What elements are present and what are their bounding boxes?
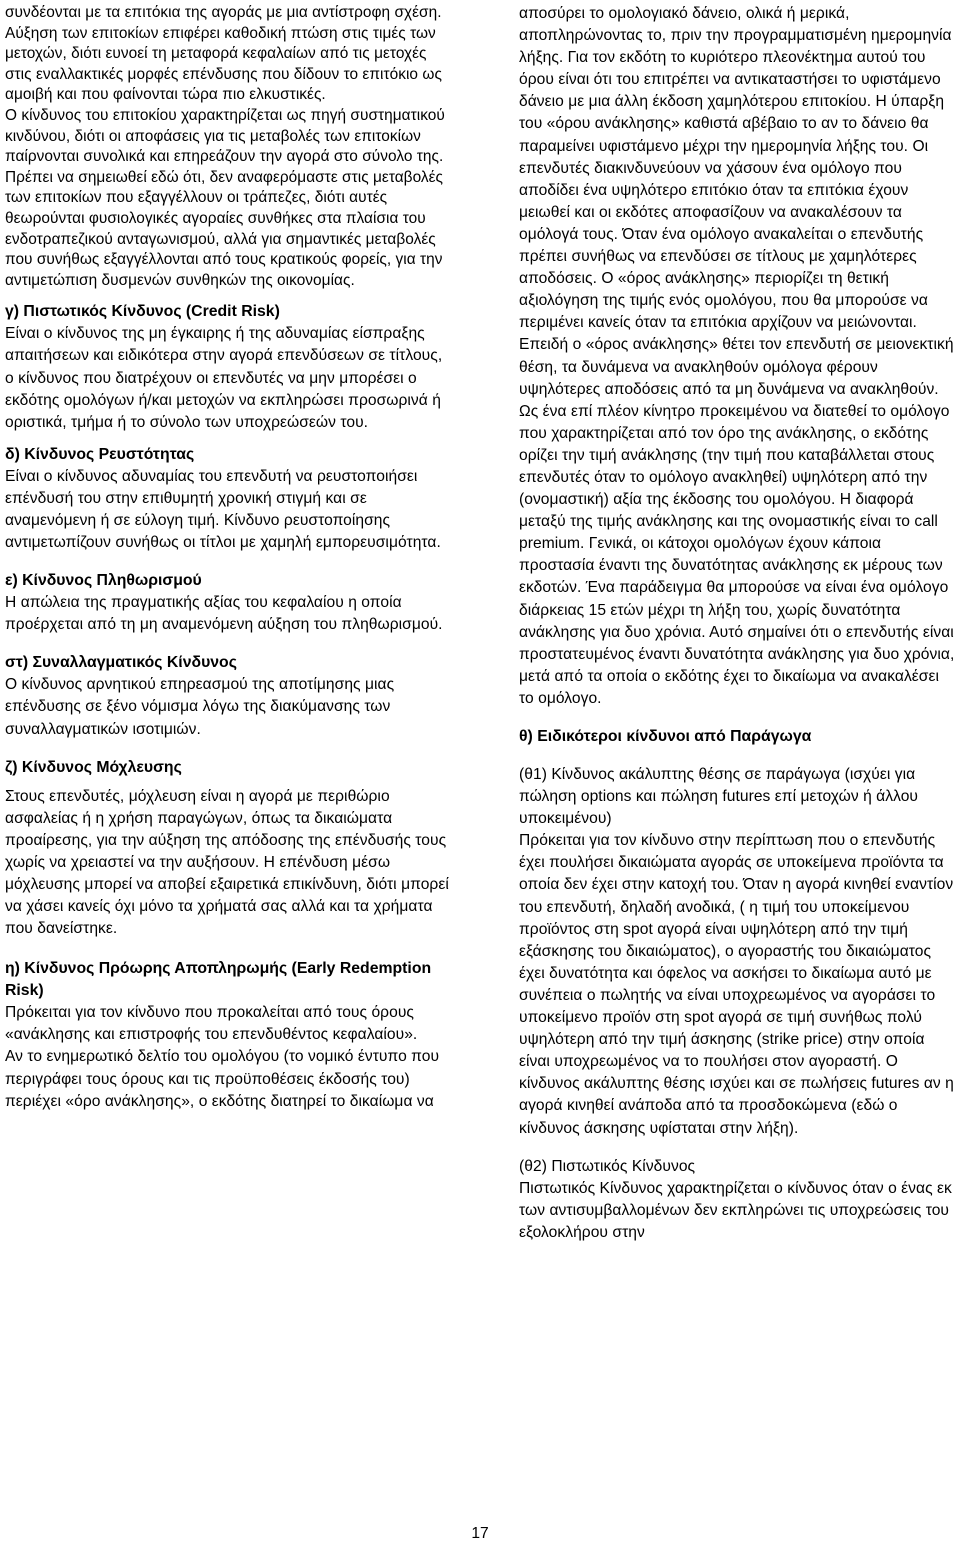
early-redemption-heading: η) Κίνδυνος Πρόωρης Αποπληρωμής (Early Redemption Risk) xyxy=(5,960,432,1000)
left-column xyxy=(5,3,451,1113)
uncovered-position-body: Πρόκειται για τον κίνδυνο στην περίπτωση που ο επενδυτής έχει πουλήσει δικαιώματα αγοράς σε υποκείμενα προϊόντα τα οποία δεν έχει στην κατοχή του. Όταν η αγορά κινηθεί εναντίον του επενδυτή, δηλαδή ανοδικά, ( η τιμή του υποκείμενου προϊόντος στη spot αγορά είναι υψηλότερη από την τιμή εξάσκησης του δικαιώματος), ο αγοραστής του δικαιώματος έχει δυνατότητα και όφελος να ασκήσει το δικαίωμα αυτό με συνέπεια ο πωλητής να είναι υποχρεωμένος να αγοράσει το υποκείμενο προϊόν στη spot αγορά σε τιμή συνήθως πολύ υψηλότερη από την τιμή άσκησης (strike price) στην οποία είναι υποχρεωμένος να το πουλήσει στον αγοραστή. Ο κίνδυνος ακάλυπτης θέσης ισχύει και σε πωλήσεις futures αν η αγορά κινηθεί ανάποδα από τα προσδοκώμενα (εδώ ο κίνδυνος άσκησης υφίσταται στην λήξη). xyxy=(519,832,954,1137)
spacer xyxy=(519,710,955,726)
fx-risk-heading: στ) Συναλλαγματικός Κίνδυνος xyxy=(5,654,237,672)
fx-risk-body: Ο κίνδυνος αρνητικού επηρεασμού της αποτίμησης μιας επένδυσης σε ξένο νόμισμα λόγω της διακύμανσης των συναλλαγματικών ισοτιμιών. xyxy=(5,676,395,738)
spacer xyxy=(519,1140,955,1156)
inflation-risk-body: Η απώλεια της πραγματικής αξίας του κεφαλαίου η οποία προέρχεται από τη μη αναμενόμενη αύξηση του πληθωρισμού. xyxy=(5,594,443,634)
spacer xyxy=(519,748,955,764)
liquidity-risk-heading: δ) Κίνδυνος Ρευστότητας xyxy=(5,445,195,463)
uncovered-position-title: (θ1) Κίνδυνος ακάλυπτης θέσης σε παράγωγα (ισχύει για πώληση options και πώληση futures επί μετοχών ή άλλου υποκειμένου) xyxy=(519,766,919,828)
spacer xyxy=(5,741,451,757)
spacer xyxy=(5,434,451,444)
early-redemption-body-1: Πρόκειται για τον κίνδυνο που προκαλείται από τους όρους «ανάκλησης και επιστροφής του επενδυθέντος κεφαλαίου». xyxy=(5,1004,418,1044)
call-premium-paragraph: Επειδή ο «όρος ανάκλησης» θέτει τον επενδυτή σε μειονεκτική θέση, τα δυνάμενα να ανακληθούν ομόλογα φέρουν υψηλότερες αποδόσεις από τα μη δυνάμενα να ανακληθούν. Ως ένα επί πλέον κίνητρο προκειμένου να διατεθεί το ομόλογο που χαρακτηρίζεται από τον όρο της ανάκλησης, ο εκδότης ορίζει την τιμή ανάκλησης (την τιμή που καταβάλλεται στους επενδυτές όταν το ομόλογο ανακληθεί) υψηλότερη από την (ονομαστική) αξία της έκδοσης του ομολόγου. Η διαφορά μεταξύ της τιμής ανάκλησης και της ονομαστικής είναι το call premium. Γενικά, οι κάτοχοι ομολόγων έχουν κάποια προστασία έναντι της δυνατότητας ανάκλησης εκ μέρους των εκδοτών. Ένα παράδειγμα θα μπορούσε να είναι ένα ομόλογο διάρκειας 15 ετών μέχρι τη λήξη του, χωρίς δυνατότητα ανάκλησης για δυο χρόνια. Αυτό σημαίνει ότι ο επενδυτής είναι προστατευμένος έναντι δυνατότητα ανάκλησης για δυο χρόνια, μετά από τα οποία ο εκδότης έχει το δικαίωμα να ανακαλέσει το ομόλογο. xyxy=(519,336,955,707)
credit-risk-body: Είναι ο κίνδυνος της μη έγκαιρης ή της αδυναμίας είσπραξης απαιτήσεων και ειδικότερα στην αγορά επενδύσεων σε τίτλους, ο κίνδυνος που διατρέχουν οι επενδυτές να μην μπορέσει ο εκδότης ομολόγων ή/και μετοχών να εκπληρώσει προσωρινά ή οριστικά, τμήμα ή το σύνολο των υποχρεώσεών του. xyxy=(5,325,443,431)
spacer xyxy=(5,291,451,301)
liquidity-risk-body: Είναι ο κίνδυνος αδυναμίας του επενδυτή να ρευστοποιήσει επένδυσή του στην επιθυμητή χρονική στιγμή και σε αναμενόμενη ή σε εύλογη τιμή. Κίνδυνο ρευστοποίησης αντιμετωπίζουν συνήθως οι τίτλοι με χαμηλή εμπορευσιμότητα. xyxy=(5,467,441,552)
call-provision-paragraph: αποσύρει το ομολογιακό δάνειο, ολικά ή μερικά, αποπληρώνοντας το, πριν την προγραμματισμένη ημερομηνία λήξης. Για τον εκδότη το κυριότερο πλεονέκτημα αυτού του όρου είναι ότι του επιτρέπει να αντικαταστήσει το υφιστάμενο δάνειο με μια άλλη έκδοση χαμηλότερου επιτοκίου. Η ύπαρξη του «όρου ανάκλησης» καθιστά αβέβαιο το αν το δάνειο θα παραμείνει υφιστάμενο μέχρι την ημερομηνία λήξης του. Οι επενδυτές διακινδυνεύουν να χάσουν ένα ομόλογο που αποδίδει ένα υψηλότερο επιτόκιο όταν τα επιτόκια έχουν μειωθεί και οι εκδότες αποφασίζουν να ανακαλέσουν τα ομόλογά τους. Όταν ένα ομόλογο ανακαλείται ο επενδυτής πρέπει συνήθως να επενδύσει σε τίτλους με χαμηλότερες αποδόσεις. Ο «όρος ανάκλησης» περιορίζει τη θετική αξιολόγηση της τιμής ενός ομολόγου, που θα μπορούσε να περιμένει κανείς όταν τα επιτόκια αρχίζουν να μειώνονται. xyxy=(519,5,952,332)
systemic-risk-paragraph: Ο κίνδυνος του επιτοκίου χαρακτηρίζεται ως πηγή συστηματικού κινδύνου, διότι οι αποφάσεις για τις μεταβολές των επιτοκίων παίρνονται συνολικά και επηρεάζουν την αγορά στο σύνολο της. Πρέπει να σημειωθεί εδώ ότι, δεν αναφερόμαστε στις μεταβολές των επιτοκίων που εξαγγέλλουν οι τράπεζες, διότι αυτές θεωρούνται φυσιολογικές αγοραίες συνθήκες στα πλαίσια του ενδοτραπεζικού ανταγωνισμού, αλλά για σημαντικές μεταβολές που συνήθως εξαγγέλλονται από τους κρατικούς φορείς, για την αντιμετώπιση δυσμενών συνθηκών της οικονομίας. xyxy=(5,106,445,289)
right-column xyxy=(519,3,955,1244)
derivatives-credit-risk-body: Πιστωτικός Κίνδυνος χαρακτηρίζεται ο κίνδυνος όταν ο ένας εκ των αντισυμβαλλομένων δεν εκπληρώνει τις υποχρεώσεις του εξολοκλήρου στην xyxy=(519,1179,952,1241)
credit-risk-heading: γ) Πιστωτικός Κίνδυνος (Credit Risk) xyxy=(5,303,280,321)
inflation-risk-heading: ε) Κίνδυνος Πληθωρισμού xyxy=(5,572,202,590)
leverage-risk-heading: ζ) Κίνδυνος Μόχλευσης xyxy=(5,758,182,776)
page-number: 17 xyxy=(471,1525,489,1542)
early-redemption-body-2: Αν το ενημερωτικό δελτίο του ομολόγου (το νομικό έντυπο που περιγράφει τους όρους και τις προϋποθέσεις έκδοσής του) περιέχει «όρο ανάκλησης», ο εκδότης διατηρεί το δικαίωμα να xyxy=(5,1048,440,1110)
derivatives-credit-risk-title: (θ2) Πιστωτικός Κίνδυνος xyxy=(519,1157,696,1175)
spacer xyxy=(5,636,451,652)
spacer xyxy=(5,554,451,570)
leverage-risk-body: Στους επενδυτές, μόχλευση είναι η αγορά με περιθώριο ασφαλείας ή η χρήση παραγώγων, όπως τα δικαιώματα προαίρεσης, για την αύξηση της απόδοσης της επένδυσής τους χωρίς να χρειαστεί να την αυξήσουν. Η επένδυση μέσω μόχλευσης μπορεί να αποβεί εξαιρετικά επικίνδυνη, διότι μπορεί να χάσει κανείς όχι μόνο τα χρήματά σας αλλά και τα χρήματα που δανείστηκε. xyxy=(5,787,449,938)
spacer xyxy=(5,779,451,786)
intro-paragraph: συνδέονται με τα επιτόκια της αγοράς με μια αντίστροφη σχέση. Αύξηση των επιτοκίων επιφέρει καθοδική πτώση στις τιμές των μετοχών, διότι ευνοεί τη μεταφορά κεφαλαίων από τις μετοχές στις εναλλακτικές μορφές επένδυσης που δίδουν το επιτόκιο ως αμοιβή και που φαίνονται τώρα πιο ελκυστικές. xyxy=(5,4,442,104)
spacer xyxy=(5,940,451,958)
derivatives-risk-heading: θ) Ειδικότεροι κίνδυνοι από Παράγωγα xyxy=(519,728,812,745)
